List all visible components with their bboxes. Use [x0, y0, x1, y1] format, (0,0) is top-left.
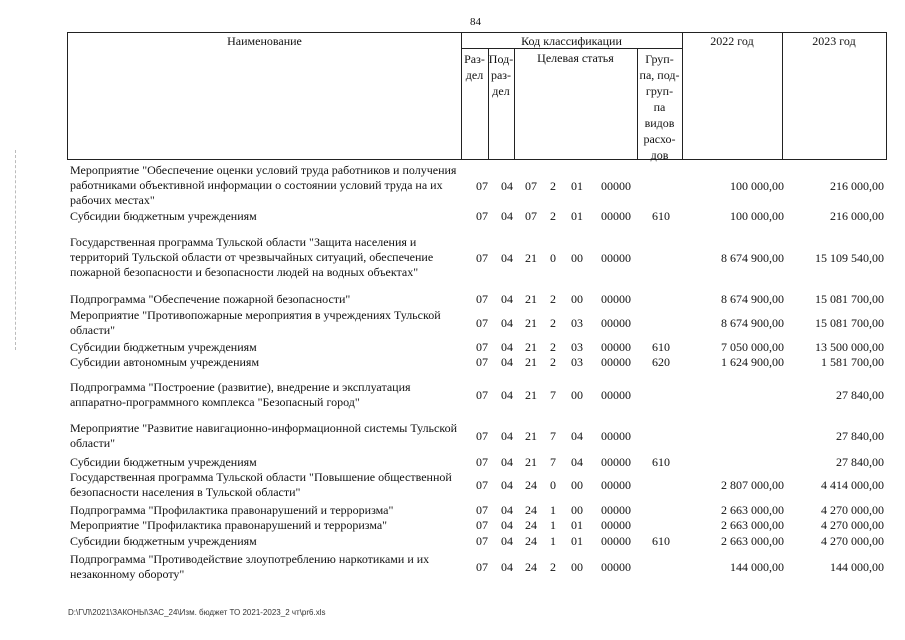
row-code-t3: 03	[571, 355, 583, 369]
row-code-p: 04	[501, 292, 513, 306]
row-code-t1: 07	[525, 179, 537, 193]
row-code-p: 04	[501, 478, 513, 492]
row-amount-y2022: 2 663 000,00	[721, 534, 784, 548]
row-amount-y2023: 15 081 700,00	[815, 292, 884, 306]
row-code-r: 07	[476, 388, 488, 402]
row-code-t1: 21	[525, 429, 537, 443]
row-code-t1: 21	[525, 340, 537, 354]
header-classification: Код классификации	[521, 34, 622, 48]
row-code-t3: 01	[571, 209, 583, 223]
table-row	[68, 470, 886, 500]
row-amount-y2023: 4 270 000,00	[821, 534, 884, 548]
row-code-t3: 00	[571, 560, 583, 574]
row-code-r: 07	[476, 179, 488, 193]
row-code-r: 07	[476, 340, 488, 354]
row-name: Субсидии автономным учреждениям	[70, 355, 260, 369]
row-amount-y2023: 4 414 000,00	[821, 478, 884, 492]
row-name: Субсидии бюджетным учреждениям	[70, 340, 257, 354]
row-code-r: 07	[476, 503, 488, 517]
row-code-t4: 00000	[601, 455, 631, 469]
table-row	[68, 209, 886, 224]
row-amount-y2023: 27 840,00	[836, 388, 884, 402]
row-name: Подпрограмма "Построение (развитие), внедрение и эксплуатация аппаратно-программного комплекса "Безопасный город"	[70, 380, 411, 409]
row-code-t2: 0	[550, 251, 556, 265]
row-code-r: 07	[476, 518, 488, 532]
row-code-t2: 2	[550, 340, 556, 354]
header-podrazdel-line: дел	[492, 84, 510, 98]
header-razdel	[461, 51, 488, 83]
row-amount-y2023: 216 000,00	[830, 209, 884, 223]
row-code-t2: 1	[550, 534, 556, 548]
table-row	[68, 552, 886, 582]
row-code-t2: 7	[550, 455, 556, 469]
row-code-r: 07	[476, 251, 488, 265]
row-code-t4: 00000	[601, 292, 631, 306]
header-group-line: Груп-	[645, 52, 674, 66]
row-code-g: 610	[652, 340, 670, 354]
row-code-r: 07	[476, 316, 488, 330]
row-name: Мероприятие "Профилактика правонарушений и терроризма"	[70, 518, 388, 532]
table-row	[68, 163, 886, 208]
row-name: Подпрограмма "Профилактика правонарушений и терроризма"	[70, 503, 394, 517]
row-code-r: 07	[476, 209, 488, 223]
row-code-t1: 21	[525, 455, 537, 469]
row-code-p: 04	[501, 209, 513, 223]
row-code-t3: 01	[571, 518, 583, 532]
row-code-t4: 00000	[601, 429, 631, 443]
row-code-r: 07	[476, 455, 488, 469]
row-amount-y2023: 216 000,00	[830, 179, 884, 193]
header-podrazdel	[488, 51, 514, 99]
margin-mark	[15, 150, 17, 350]
row-code-t1: 24	[525, 560, 537, 574]
row-amount-y2023: 144 000,00	[830, 560, 884, 574]
row-name: Мероприятие "Развитие навигационно-информационной системы Тульской области"	[70, 421, 457, 450]
row-amount-y2023: 13 500 000,00	[815, 340, 884, 354]
row-code-t1: 24	[525, 503, 537, 517]
table-row	[68, 421, 886, 451]
row-amount-y2023: 27 840,00	[836, 429, 884, 443]
table-row	[68, 235, 886, 280]
header-group-line: расхо-	[643, 132, 676, 146]
row-code-t3: 01	[571, 179, 583, 193]
row-code-t1: 24	[525, 478, 537, 492]
row-code-r: 07	[476, 560, 488, 574]
row-code-t2: 2	[550, 316, 556, 330]
row-code-p: 04	[501, 429, 513, 443]
footer-path: D:\Г\Л\2021\ЗАКОНЫ\ЗАС_24\Изм. бюджет ТО 2021-2023_2 чт\pr6.xls	[68, 608, 326, 617]
table-row	[68, 340, 886, 355]
table-row	[68, 308, 886, 338]
row-amount-y2023: 15 081 700,00	[815, 316, 884, 330]
row-code-t2: 7	[550, 388, 556, 402]
row-code-p: 04	[501, 560, 513, 574]
row-amount-y2022: 2 663 000,00	[721, 503, 784, 517]
row-code-t1: 21	[525, 355, 537, 369]
header-podrazdel-line: раз-	[490, 68, 512, 82]
table-row	[68, 292, 886, 307]
table-row	[68, 518, 886, 533]
header-group-line: груп-	[645, 84, 674, 98]
row-name: Мероприятие "Противопожарные мероприятия в учреждениях Тульской области"	[70, 308, 441, 337]
row-amount-y2022: 1 624 900,00	[721, 355, 784, 369]
table-row	[68, 355, 886, 370]
row-amount-y2023: 15 109 540,00	[815, 251, 884, 265]
row-code-t4: 00000	[601, 518, 631, 532]
row-code-t1: 21	[525, 388, 537, 402]
row-code-p: 04	[501, 455, 513, 469]
row-code-r: 07	[476, 478, 488, 492]
row-code-p: 04	[501, 316, 513, 330]
row-code-t1: 21	[525, 292, 537, 306]
row-amount-y2023: 1 581 700,00	[821, 355, 884, 369]
row-name: Субсидии бюджетным учреждениям	[70, 455, 257, 469]
row-code-p: 04	[501, 355, 513, 369]
row-name: Государственная программа Тульской области "Повышение общественной безопасности населения в Тульской области"	[70, 470, 452, 499]
row-code-p: 04	[501, 340, 513, 354]
row-code-t2: 2	[550, 355, 556, 369]
row-code-g: 610	[652, 534, 670, 548]
row-code-p: 04	[501, 179, 513, 193]
row-amount-y2022: 2 807 000,00	[721, 478, 784, 492]
row-code-t2: 2	[550, 292, 556, 306]
row-amount-y2022: 8 674 900,00	[721, 251, 784, 265]
header-group-line: па, под-	[639, 68, 680, 82]
row-amount-y2022: 100 000,00	[730, 209, 784, 223]
row-code-t4: 00000	[601, 316, 631, 330]
header-2022: 2022 год	[710, 34, 754, 48]
row-amount-y2023: 27 840,00	[836, 455, 884, 469]
row-code-t3: 00	[571, 503, 583, 517]
row-amount-y2023: 4 270 000,00	[821, 503, 884, 517]
row-code-t1: 21	[525, 316, 537, 330]
row-code-t4: 00000	[601, 534, 631, 548]
row-code-t3: 03	[571, 316, 583, 330]
table-row	[68, 534, 886, 549]
row-code-t4: 00000	[601, 340, 631, 354]
row-code-t1: 21	[525, 251, 537, 265]
row-code-r: 07	[476, 355, 488, 369]
header-podrazdel-line: Под-	[488, 52, 514, 66]
row-code-t3: 00	[571, 478, 583, 492]
header-group-line: дов	[650, 148, 669, 162]
row-code-t2: 7	[550, 429, 556, 443]
row-code-p: 04	[501, 534, 513, 548]
row-code-t3: 00	[571, 292, 583, 306]
row-code-t2: 1	[550, 518, 556, 532]
row-code-t4: 00000	[601, 179, 631, 193]
header-razdel-line: Раз-	[464, 52, 485, 66]
row-code-t4: 00000	[601, 503, 631, 517]
row-code-t4: 00000	[601, 388, 631, 402]
row-code-g: 610	[652, 209, 670, 223]
row-amount-y2022: 8 674 900,00	[721, 316, 784, 330]
row-code-t2: 0	[550, 478, 556, 492]
row-code-r: 07	[476, 429, 488, 443]
row-name: Подпрограмма "Противодействие злоупотреблению наркотиками и их незаконному обороту"	[70, 552, 430, 581]
row-code-r: 07	[476, 292, 488, 306]
row-amount-y2022: 144 000,00	[730, 560, 784, 574]
row-code-t3: 04	[571, 455, 583, 469]
header-group-line: па	[653, 100, 666, 114]
row-code-t3: 00	[571, 388, 583, 402]
row-code-t1: 24	[525, 518, 537, 532]
row-amount-y2022: 8 674 900,00	[721, 292, 784, 306]
header-2023: 2023 год	[812, 34, 856, 48]
row-code-p: 04	[501, 503, 513, 517]
row-name: Подпрограмма "Обеспечение пожарной безопасности"	[70, 292, 351, 306]
row-name: Субсидии бюджетным учреждениям	[70, 534, 257, 548]
row-name: Субсидии бюджетным учреждениям	[70, 209, 257, 223]
row-code-t4: 00000	[601, 560, 631, 574]
row-code-t2: 1	[550, 503, 556, 517]
row-code-t2: 2	[550, 560, 556, 574]
row-code-t3: 00	[571, 251, 583, 265]
row-code-p: 04	[501, 251, 513, 265]
row-code-p: 04	[501, 518, 513, 532]
row-code-t4: 00000	[601, 209, 631, 223]
table-row	[68, 455, 886, 470]
table-row	[68, 503, 886, 518]
header-target: Целевая статья	[537, 51, 614, 65]
row-code-t1: 24	[525, 534, 537, 548]
row-code-r: 07	[476, 534, 488, 548]
row-amount-y2022: 7 050 000,00	[721, 340, 784, 354]
row-code-t4: 00000	[601, 355, 631, 369]
row-code-t1: 07	[525, 209, 537, 223]
header-group-line: видов	[644, 116, 675, 130]
row-code-g: 620	[652, 355, 670, 369]
header-group	[637, 51, 682, 163]
row-code-g: 610	[652, 455, 670, 469]
row-code-t4: 00000	[601, 251, 631, 265]
header-razdel-line: дел	[465, 68, 484, 82]
row-code-p: 04	[501, 388, 513, 402]
row-code-t2: 2	[550, 209, 556, 223]
row-name: Государственная программа Тульской области "Защита населения и территорий Тульской области от чрезвычайных ситуаций, обеспечение пожарной безопасности и безопасности людей на водных объектах"	[70, 235, 434, 279]
row-code-t3: 01	[571, 534, 583, 548]
row-code-t2: 2	[550, 179, 556, 193]
row-code-t3: 03	[571, 340, 583, 354]
page-number: 84	[470, 16, 481, 28]
row-code-t3: 04	[571, 429, 583, 443]
row-amount-y2022: 100 000,00	[730, 179, 784, 193]
row-code-t4: 00000	[601, 478, 631, 492]
table-row	[68, 380, 886, 410]
row-amount-y2023: 4 270 000,00	[821, 518, 884, 532]
row-amount-y2022: 2 663 000,00	[721, 518, 784, 532]
header-name: Наименование	[227, 34, 302, 48]
row-name: Мероприятие "Обеспечение оценки условий труда работников и получения работниками объективной информации о состоянии условий труда на их рабочих местах"	[70, 163, 457, 207]
